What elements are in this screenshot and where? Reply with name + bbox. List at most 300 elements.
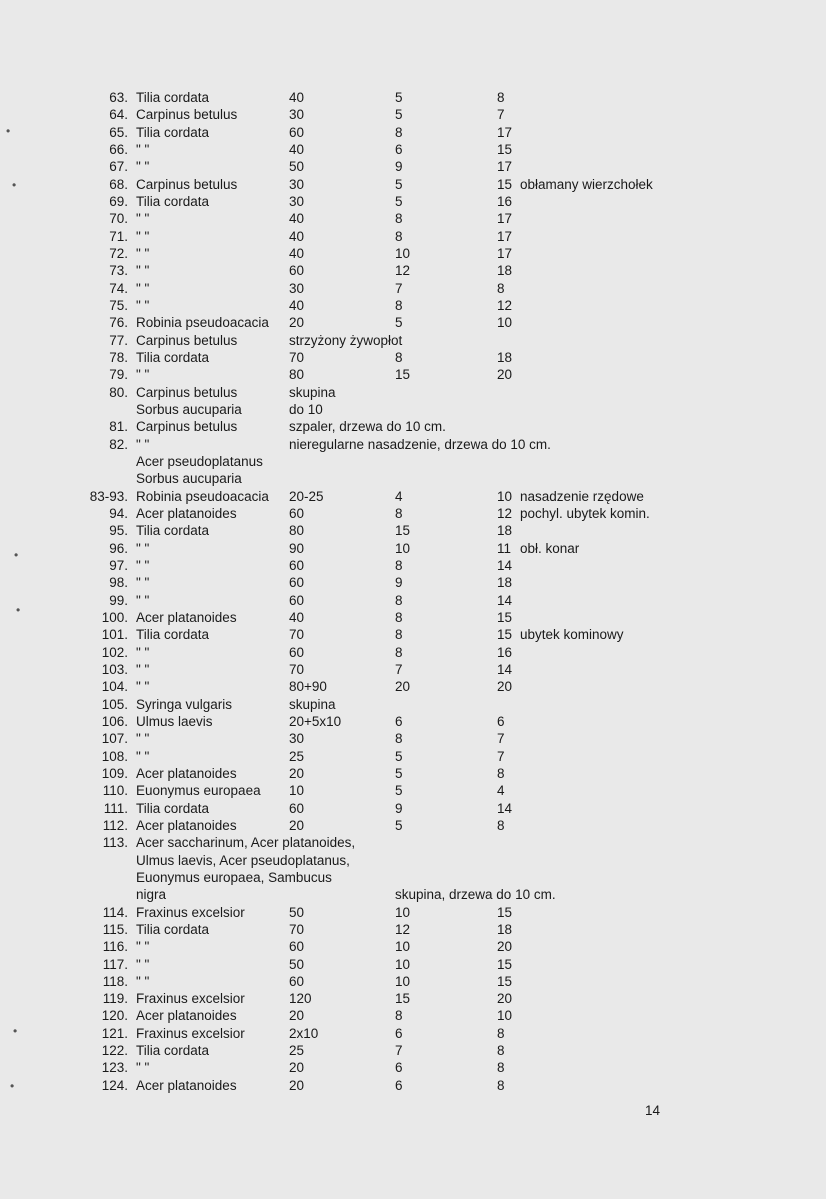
height-value: 6 xyxy=(395,1025,403,1041)
crown-value: 15 xyxy=(497,627,513,643)
row-number: 98. xyxy=(109,575,128,591)
row-number: 122. xyxy=(101,1043,128,1059)
species-name: " " xyxy=(136,141,150,157)
table-row xyxy=(0,817,826,834)
species-name: Euonymus europaea xyxy=(136,783,261,799)
diameter-value: 30 xyxy=(289,176,305,192)
table-row xyxy=(0,366,826,383)
species-name: Acer platanoides xyxy=(136,765,237,781)
table-row xyxy=(0,886,826,903)
diameter-value: 20 xyxy=(289,315,305,331)
height-value: 8 xyxy=(395,349,403,365)
crown-value: 17 xyxy=(497,211,513,227)
crown-value: 10 xyxy=(497,1008,513,1024)
crown-value: 8 xyxy=(497,1077,505,1093)
crown-value: 20 xyxy=(497,367,513,383)
species-name: Acer platanoides xyxy=(136,1077,237,1093)
height-value: 8 xyxy=(395,505,403,521)
crown-value: 10 xyxy=(497,315,513,331)
crown-value: 18 xyxy=(497,575,513,591)
table-row xyxy=(0,730,826,747)
crown-value: 18 xyxy=(497,263,513,279)
height-value: 10 xyxy=(395,956,411,972)
diameter-value: szpaler, drzewa do 10 cm. xyxy=(289,419,446,435)
table-row xyxy=(0,193,826,210)
diameter-value: 80 xyxy=(289,523,305,539)
species-name: Carpinus betulus xyxy=(136,332,238,348)
scan-speck: • xyxy=(6,124,11,138)
table-row xyxy=(0,678,826,695)
scan-speck: • xyxy=(10,1079,15,1093)
height-value: 8 xyxy=(395,124,403,140)
diameter-value: 40 xyxy=(289,228,305,244)
scan-speck: • xyxy=(16,603,21,617)
diameter-value: 120 xyxy=(289,991,312,1007)
diameter-value: 30 xyxy=(289,193,305,209)
species-name: " " xyxy=(136,557,150,573)
crown-value: 15 xyxy=(497,609,513,625)
species-name: " " xyxy=(136,592,150,608)
row-number: 120. xyxy=(101,1008,128,1024)
row-number: 82. xyxy=(109,436,128,452)
crown-value: 17 xyxy=(497,124,513,140)
diameter-value: nieregularne nasadzenie, drzewa do 10 cm. xyxy=(289,436,551,452)
height-value: 9 xyxy=(395,800,403,816)
diameter-value: 10 xyxy=(289,783,305,799)
table-row xyxy=(0,609,826,626)
table-row xyxy=(0,644,826,661)
height-value: 8 xyxy=(395,228,403,244)
table-row xyxy=(0,540,826,557)
scan-speck: • xyxy=(12,178,17,192)
scan-speck: • xyxy=(14,548,19,562)
table-row xyxy=(0,488,826,505)
diameter-value: 60 xyxy=(289,592,305,608)
crown-value: 18 xyxy=(497,349,513,365)
species-name: Tilia cordata xyxy=(136,349,210,365)
height-value: 9 xyxy=(395,575,403,591)
crown-value: 20 xyxy=(497,991,513,1007)
table-row xyxy=(0,210,826,227)
height-value: skupina, drzewa do 10 cm. xyxy=(395,887,556,903)
row-number: 63. xyxy=(109,90,128,105)
table-row xyxy=(0,436,826,453)
row-number: 64. xyxy=(109,107,128,123)
crown-value: 18 xyxy=(497,523,513,539)
diameter-value: 20-25 xyxy=(289,488,324,504)
table-row xyxy=(0,384,826,401)
crown-value: 20 xyxy=(497,939,513,955)
diameter-value: 20 xyxy=(289,765,305,781)
row-number: 112. xyxy=(102,817,128,833)
species-name: " " xyxy=(136,540,150,556)
species-name: Ulmus laevis xyxy=(136,713,213,729)
height-value: 5 xyxy=(395,176,403,192)
table-row xyxy=(0,852,826,869)
crown-value: 8 xyxy=(497,90,505,105)
table-row xyxy=(0,574,826,591)
crown-value: 17 xyxy=(497,245,513,261)
row-number: 106. xyxy=(101,713,128,729)
crown-value: 15 xyxy=(497,956,513,972)
diameter-value: 60 xyxy=(289,973,305,989)
table-row xyxy=(0,956,826,973)
crown-value: 14 xyxy=(497,592,513,608)
diameter-value: skupina xyxy=(289,384,336,400)
table-row xyxy=(0,522,826,539)
table-row xyxy=(0,141,826,158)
table-row xyxy=(0,1007,826,1024)
species-name: " " xyxy=(136,731,150,747)
height-value: 5 xyxy=(395,315,403,331)
crown-value: 12 xyxy=(497,297,513,313)
crown-value: 8 xyxy=(497,1060,505,1076)
height-value: 8 xyxy=(395,609,403,625)
table-row xyxy=(0,765,826,782)
species-name: " " xyxy=(136,280,150,296)
species-name: Tilia cordata xyxy=(136,124,210,140)
diameter-value: 40 xyxy=(289,141,305,157)
species-name: " " xyxy=(136,245,150,261)
height-value: 15 xyxy=(395,367,411,383)
row-number: 76. xyxy=(109,315,128,331)
row-number: 99. xyxy=(109,592,128,608)
remarks-text: nasadzenie rzędowe xyxy=(520,488,644,504)
table-row xyxy=(0,401,826,418)
row-number: 71. xyxy=(109,228,128,244)
row-number: 119. xyxy=(102,991,128,1007)
crown-value: 12 xyxy=(497,505,513,521)
crown-value: 11 xyxy=(497,540,512,556)
table-row xyxy=(0,1077,826,1094)
height-value: 10 xyxy=(395,904,411,920)
row-number: 80. xyxy=(109,384,128,400)
species-name: Tilia cordata xyxy=(136,523,210,539)
height-value: 5 xyxy=(395,765,403,781)
table-row xyxy=(0,782,826,799)
row-number: 96. xyxy=(109,540,128,556)
height-value: 20 xyxy=(395,679,411,695)
crown-value: 8 xyxy=(497,817,505,833)
species-name: Tilia cordata xyxy=(136,90,210,105)
table-row xyxy=(0,349,826,366)
species-name: " " xyxy=(136,575,150,591)
row-number: 109. xyxy=(101,765,128,781)
height-value: 6 xyxy=(395,1077,403,1093)
row-number: 114. xyxy=(102,904,128,920)
row-number: 108. xyxy=(101,748,128,764)
row-number: 70. xyxy=(109,211,128,227)
row-number: 67. xyxy=(109,159,128,175)
height-value: 6 xyxy=(395,1060,403,1076)
crown-value: 7 xyxy=(497,107,505,123)
diameter-value: 30 xyxy=(289,731,305,747)
table-row xyxy=(0,418,826,435)
species-name: Acer platanoides xyxy=(136,609,237,625)
crown-value: 7 xyxy=(497,748,505,764)
table-row xyxy=(0,297,826,314)
row-number: 117. xyxy=(102,956,128,972)
species-name: " " xyxy=(136,973,150,989)
species-name: Tilia cordata xyxy=(136,1043,210,1059)
table-row xyxy=(0,592,826,609)
row-number: 123. xyxy=(101,1060,128,1076)
table-row xyxy=(0,748,826,765)
species-name: Acer platanoides xyxy=(136,1008,237,1024)
species-name: Sorbus aucuparia xyxy=(136,401,242,417)
row-number: 118. xyxy=(102,973,128,989)
species-name: Sorbus aucuparia xyxy=(136,471,242,487)
remarks-text: obł. konar xyxy=(520,540,580,556)
height-value: 12 xyxy=(395,921,411,937)
height-value: 8 xyxy=(395,627,403,643)
diameter-value: 20 xyxy=(289,817,305,833)
height-value: 15 xyxy=(395,523,411,539)
height-value: 5 xyxy=(395,107,403,123)
diameter-value: 40 xyxy=(289,609,305,625)
species-name: " " xyxy=(136,679,150,695)
species-name: " " xyxy=(136,297,150,313)
row-number: 81. xyxy=(109,419,128,435)
diameter-value: skupina xyxy=(289,696,336,712)
table-row xyxy=(0,1059,826,1076)
species-name: Tilia cordata xyxy=(136,921,210,937)
diameter-value: 20+5x10 xyxy=(289,713,342,729)
row-number: 121. xyxy=(101,1025,128,1041)
species-name: Acer saccharinum, Acer platanoides, xyxy=(136,835,356,851)
table-row xyxy=(0,713,826,730)
diameter-value: 70 xyxy=(289,627,305,643)
remarks-text: obłamany wierzchołek xyxy=(520,176,653,192)
diameter-value: 60 xyxy=(289,644,305,660)
table-row xyxy=(0,470,826,487)
table-row xyxy=(0,990,826,1007)
table-row xyxy=(0,505,826,522)
species-name: " " xyxy=(136,661,150,677)
height-value: 8 xyxy=(395,211,403,227)
species-name: " " xyxy=(136,367,150,383)
row-number: 100. xyxy=(101,609,128,625)
table-row xyxy=(0,280,826,297)
height-value: 8 xyxy=(395,731,403,747)
row-number: 115. xyxy=(102,921,128,937)
crown-value: 8 xyxy=(497,1043,505,1059)
crown-value: 6 xyxy=(497,713,505,729)
species-name: " " xyxy=(136,211,150,227)
height-value: 5 xyxy=(395,193,403,209)
diameter-value: 20 xyxy=(289,1008,305,1024)
table-row xyxy=(0,453,826,470)
height-value: 5 xyxy=(395,90,403,105)
row-number: 75. xyxy=(109,297,128,313)
table-row xyxy=(0,921,826,938)
species-name: Tilia cordata xyxy=(136,627,210,643)
row-number: 72. xyxy=(109,245,128,261)
species-name: Carpinus betulus xyxy=(136,176,238,192)
height-value: 8 xyxy=(395,557,403,573)
species-name: Acer platanoides xyxy=(136,505,237,521)
table-row xyxy=(0,124,826,141)
height-value: 15 xyxy=(395,991,411,1007)
height-value: 7 xyxy=(395,1043,403,1059)
crown-value: 8 xyxy=(497,280,505,296)
diameter-value: 60 xyxy=(289,800,305,816)
diameter-value: 80+90 xyxy=(289,679,327,695)
diameter-value: 80 xyxy=(289,367,305,383)
diameter-value: 90 xyxy=(289,540,305,556)
crown-value: 20 xyxy=(497,679,513,695)
crown-value: 14 xyxy=(497,557,513,573)
diameter-value: 70 xyxy=(289,661,305,677)
diameter-value: 50 xyxy=(289,956,305,972)
height-value: 10 xyxy=(395,245,411,261)
species-name: " " xyxy=(136,263,150,279)
species-name: Tilia cordata xyxy=(136,193,210,209)
row-number: 103. xyxy=(101,661,128,677)
species-name: Carpinus betulus xyxy=(136,384,238,400)
species-name: Acer platanoides xyxy=(136,817,237,833)
height-value: 8 xyxy=(395,297,403,313)
table-row xyxy=(0,661,826,678)
height-value: 10 xyxy=(395,939,411,955)
height-value: 12 xyxy=(395,263,411,279)
height-value: 5 xyxy=(395,783,403,799)
row-number: 95. xyxy=(109,523,128,539)
row-number: 78. xyxy=(109,349,128,365)
table-row xyxy=(0,904,826,921)
species-name: Ulmus laevis, Acer pseudoplatanus, xyxy=(136,852,350,868)
row-number: 79. xyxy=(109,367,128,383)
row-number: 68. xyxy=(109,176,128,192)
height-value: 4 xyxy=(395,488,403,504)
diameter-value: 60 xyxy=(289,124,305,140)
crown-value: 16 xyxy=(497,644,513,660)
diameter-value: 60 xyxy=(289,575,305,591)
diameter-value: 60 xyxy=(289,505,305,521)
species-name: Euonymus europaea, Sambucus xyxy=(136,869,332,885)
row-number: 104. xyxy=(101,679,128,695)
species-name: " " xyxy=(136,748,150,764)
table-row xyxy=(0,245,826,262)
table-row xyxy=(0,696,826,713)
diameter-value: 70 xyxy=(289,349,305,365)
species-name: nigra xyxy=(136,887,167,903)
height-value: 6 xyxy=(395,141,403,157)
crown-value: 15 xyxy=(497,141,513,157)
diameter-value: 25 xyxy=(289,748,305,764)
species-name: Carpinus betulus xyxy=(136,419,238,435)
scan-speck: • xyxy=(13,1024,18,1038)
page-number: 14 xyxy=(645,1103,661,1118)
diameter-value: 40 xyxy=(289,297,305,313)
diameter-value: 25 xyxy=(289,1043,305,1059)
table-row xyxy=(0,228,826,245)
row-number: 66. xyxy=(109,141,128,157)
remarks-text: ubytek kominowy xyxy=(520,627,624,643)
row-number: 97. xyxy=(109,557,128,573)
row-number: 116. xyxy=(102,939,128,955)
crown-value: 15 xyxy=(497,904,513,920)
species-name: Syringa vulgaris xyxy=(136,696,233,712)
species-name: " " xyxy=(136,644,150,660)
row-number: 73. xyxy=(109,263,128,279)
crown-value: 7 xyxy=(497,731,505,747)
diameter-value: strzyżony żywopłot xyxy=(289,332,403,348)
height-value: 10 xyxy=(395,540,411,556)
row-number: 111. xyxy=(103,800,128,816)
species-name: Fraxinus excelsior xyxy=(136,904,245,920)
diameter-value: 30 xyxy=(289,280,305,296)
table-row xyxy=(0,314,826,331)
diameter-value: 60 xyxy=(289,557,305,573)
table-row xyxy=(0,89,826,106)
table-row xyxy=(0,626,826,643)
species-name: Fraxinus excelsior xyxy=(136,991,245,1007)
species-name: " " xyxy=(136,228,150,244)
row-number: 113. xyxy=(102,835,128,851)
diameter-value: 60 xyxy=(289,263,305,279)
row-number: 77. xyxy=(109,332,128,348)
diameter-value: 20 xyxy=(289,1060,305,1076)
crown-value: 15 xyxy=(497,973,513,989)
height-value: 5 xyxy=(395,748,403,764)
table-row xyxy=(0,800,826,817)
crown-value: 17 xyxy=(497,228,513,244)
height-value: 5 xyxy=(395,817,403,833)
crown-value: 8 xyxy=(497,765,505,781)
height-value: 7 xyxy=(395,280,403,296)
species-name: " " xyxy=(136,159,150,175)
height-value: 9 xyxy=(395,159,403,175)
row-number: 124. xyxy=(101,1077,128,1093)
crown-value: 4 xyxy=(497,783,505,799)
diameter-value: 50 xyxy=(289,159,305,175)
diameter-value: 60 xyxy=(289,939,305,955)
table-row xyxy=(0,834,826,851)
height-value: 7 xyxy=(395,661,403,677)
table-row xyxy=(0,332,826,349)
row-number: 105. xyxy=(101,696,128,712)
height-value: 10 xyxy=(395,973,411,989)
crown-value: 18 xyxy=(497,921,513,937)
crown-value: 15 xyxy=(497,176,513,192)
row-number: 69. xyxy=(109,193,128,209)
species-name: " " xyxy=(136,939,150,955)
species-name: " " xyxy=(136,956,150,972)
diameter-value: 40 xyxy=(289,211,305,227)
species-name: Tilia cordata xyxy=(136,800,210,816)
table-row xyxy=(0,106,826,123)
species-name: Carpinus betulus xyxy=(136,107,238,123)
table-row xyxy=(0,176,826,193)
species-name: " " xyxy=(136,1060,150,1076)
remarks-text: pochyl. ubytek komin. xyxy=(520,505,650,521)
crown-value: 17 xyxy=(497,159,513,175)
row-number: 74. xyxy=(109,280,128,296)
row-number: 107. xyxy=(101,731,128,747)
row-number: 102. xyxy=(101,644,128,660)
diameter-value: 30 xyxy=(289,107,305,123)
diameter-value: 40 xyxy=(289,245,305,261)
height-value: 6 xyxy=(395,713,403,729)
diameter-value: 70 xyxy=(289,921,305,937)
species-name: Robinia pseudoacacia xyxy=(136,315,269,331)
table-row xyxy=(0,158,826,175)
diameter-value: 50 xyxy=(289,904,305,920)
diameter-value: 40 xyxy=(289,90,305,105)
crown-value: 10 xyxy=(497,488,513,504)
table-row xyxy=(0,869,826,886)
